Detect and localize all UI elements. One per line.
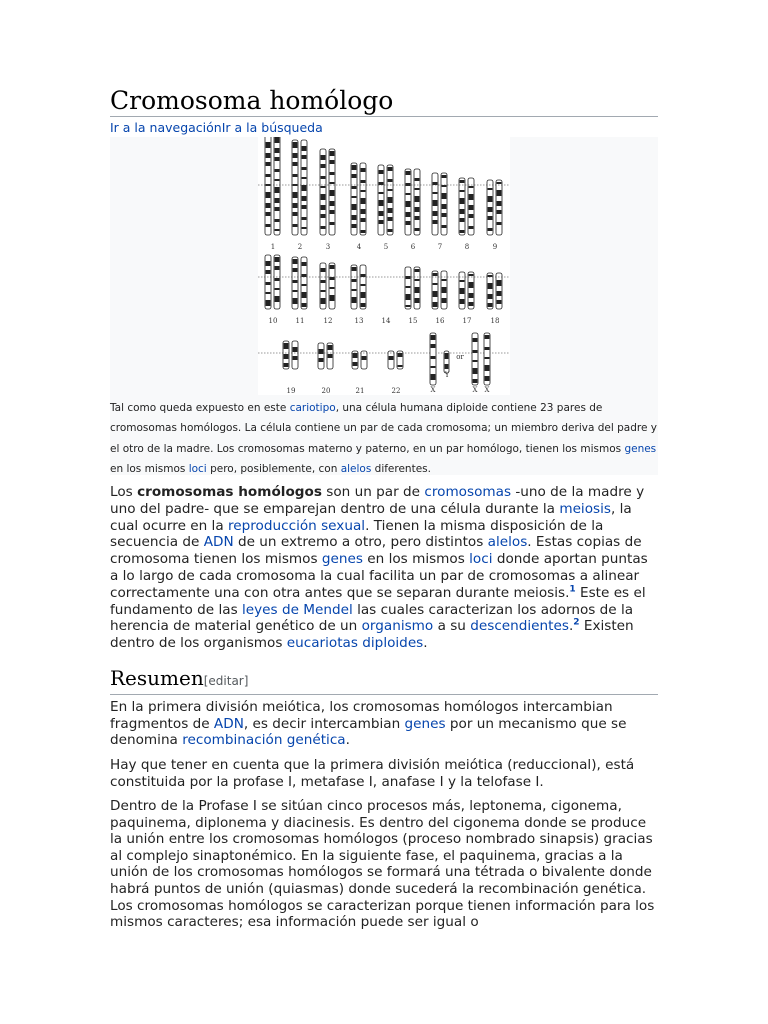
link-loci[interactable]: loci [469, 551, 493, 568]
link-genes[interactable]: genes [404, 715, 446, 732]
bold-term: cromosomas homólogos [137, 484, 322, 500]
chromosome-number: 7 [437, 243, 443, 251]
link-alelos[interactable]: alelos [340, 463, 372, 476]
chromosome-number: 16 [435, 317, 445, 325]
chromosome-number: 3 [325, 243, 331, 251]
chromosome [459, 178, 465, 235]
chromosome-number: 11 [295, 317, 305, 325]
chromosome-number: 5 [383, 243, 389, 251]
link-descendientes[interactable]: descendientes [470, 618, 569, 635]
chromosome [292, 341, 298, 369]
link-adn[interactable]: ADN [203, 534, 234, 551]
link-reproduccion-sexual[interactable]: reproducción sexual [227, 517, 366, 534]
link-alelos[interactable]: alelos [487, 534, 528, 551]
chromosome-number: 15 [408, 317, 418, 325]
chromosome-number: X [472, 386, 478, 394]
paragraph-resumen-2: Hay que tener en cuenta que la primera división meiótica (reduccional), está constituida por la profase I, metafase I, anafase I y la telofase I. [110, 757, 635, 790]
image-thumbnail [110, 137, 658, 475]
edit-section-link[interactable]: [editar] [203, 674, 249, 688]
link-organismo[interactable]: organismo [361, 618, 434, 635]
section-heading-resumen: Resumen[editar] [110, 666, 658, 695]
link-meiosis[interactable]: meiosis [559, 500, 611, 517]
chromosome-number: 6 [410, 243, 416, 251]
jump-to-navigation-link[interactable]: Ir a la navegación [110, 120, 222, 135]
chromosome [329, 263, 335, 309]
chromosome-number: X [430, 386, 436, 394]
intro-paragraph: Los cromosomas homólogos son un par de cromosomas -uno de la madre y uno del padre- que se emparejan dentro de una célula durante la meiosis, la cual ocurre en la reproducción sexual. Tienen la misma disposición de la secuencia de ADN de un extremo a otro, pero distintos alelos. Estas copias de cromosoma tienen los mismos genes en los mismos loci donde aportan puntas a lo largo de cada cromosoma la cual facilita un par de cromosomas a alinear correctamente una con otra antes que se separan durante meiosis.$^1$ Este es el fundamento de las leyes de Mendel las cuales caracterizan los adornos de la herencia de material genético de un organismo a su descendientes.$^2$ Existen dentro de los organismos eucariotas diploides. [110, 484, 648, 652]
chromosome-number: or [456, 353, 464, 361]
link-adn[interactable]: ADN [213, 715, 244, 732]
chromosome-number: 10 [268, 317, 278, 325]
chromosome-number: 22 [391, 387, 401, 395]
karyotype-image[interactable] [258, 137, 510, 395]
link-genes[interactable]: genes [321, 551, 363, 568]
karyotype-figure [258, 137, 510, 395]
jump-links [110, 120, 323, 135]
page-title: Cromosoma homólogo [110, 86, 658, 117]
link-cariotipo[interactable]: cariotipo [289, 402, 336, 414]
chromosome [318, 343, 324, 369]
chromosome [496, 180, 502, 235]
chromosome-number: 4 [356, 243, 362, 251]
paragraph-resumen-1: En la primera división meiótica, los cromosomas homólogos intercambian fragmentos de ADN, es decir intercambian genes por un mecanismo que se denomina recombinación genética. [110, 699, 627, 749]
chromosome [320, 149, 326, 235]
link-genes[interactable]: genes [624, 442, 657, 455]
chromosome-number: 13 [354, 317, 364, 325]
link-loci[interactable]: loci [188, 463, 207, 476]
chromosome-number: 1 [270, 243, 276, 251]
link-cromosomas[interactable]: cromosomas [424, 484, 512, 500]
link-recombinacion-genetica[interactable]: recombinación genética [182, 732, 346, 749]
chromosome-number: 14 [381, 317, 391, 325]
chromosome-number: X [484, 386, 490, 394]
chromosome-number: 21 [355, 387, 365, 395]
chromosome-number: 18 [490, 317, 500, 325]
chromosome-number: 8 [464, 243, 470, 251]
chromosome-number: 20 [321, 387, 331, 395]
paragraph-resumen-3: Dentro de la Profase I se sitúan cinco procesos más, leptonema, cigonema, paquinema, diplonema y diacinesis. Es dentro del cigonema donde se produce la unión entre los cromosomas homólogos (proceso nombrado sinapsis) gracias al complejo sinaptonémico. En la siguiente fase, el paquinema, gracias a la unión de los cromosomas homólogos se formará una tétrada o bivalente donde habrá puntos de unión (quiasmas) donde sucederá la recombinación genética. Los cromosomas homólogos se caracterizan porque tienen información para los mismos caracteres; esa información puede ser igual o [110, 798, 655, 931]
link-leyes-de-mendel[interactable]: leyes de Mendel [242, 601, 353, 618]
reference-1[interactable]: 1 [569, 584, 576, 595]
chromosome [360, 265, 366, 309]
chromosome-number: 12 [323, 317, 333, 325]
chromosome-number: Y [444, 371, 450, 379]
chromosome-number: 2 [297, 243, 303, 251]
chromosome-number: 19 [286, 387, 296, 395]
chromosome-number: 17 [462, 317, 472, 325]
chromosome-number: 9 [492, 243, 498, 251]
image-caption: Tal como queda expuesto en este cariotipo, una célula humana diploide contiene 23 pares de cromosomas homólogos. La célula contiene un par de cada cromosoma; un miembro deriva del padre y el otro de la madre. Los cromosomas materno y paterno, en un par homólogo, tienen los mismos genes en los mismos loci pero, posiblemente, con alelos diferentes. [110, 402, 657, 476]
jump-to-search-link[interactable]: Ir a la búsqueda [221, 120, 323, 135]
reference-2[interactable]: 2 [573, 617, 580, 628]
link-eucariotas-diploides[interactable]: eucariotas diploides [286, 635, 424, 652]
